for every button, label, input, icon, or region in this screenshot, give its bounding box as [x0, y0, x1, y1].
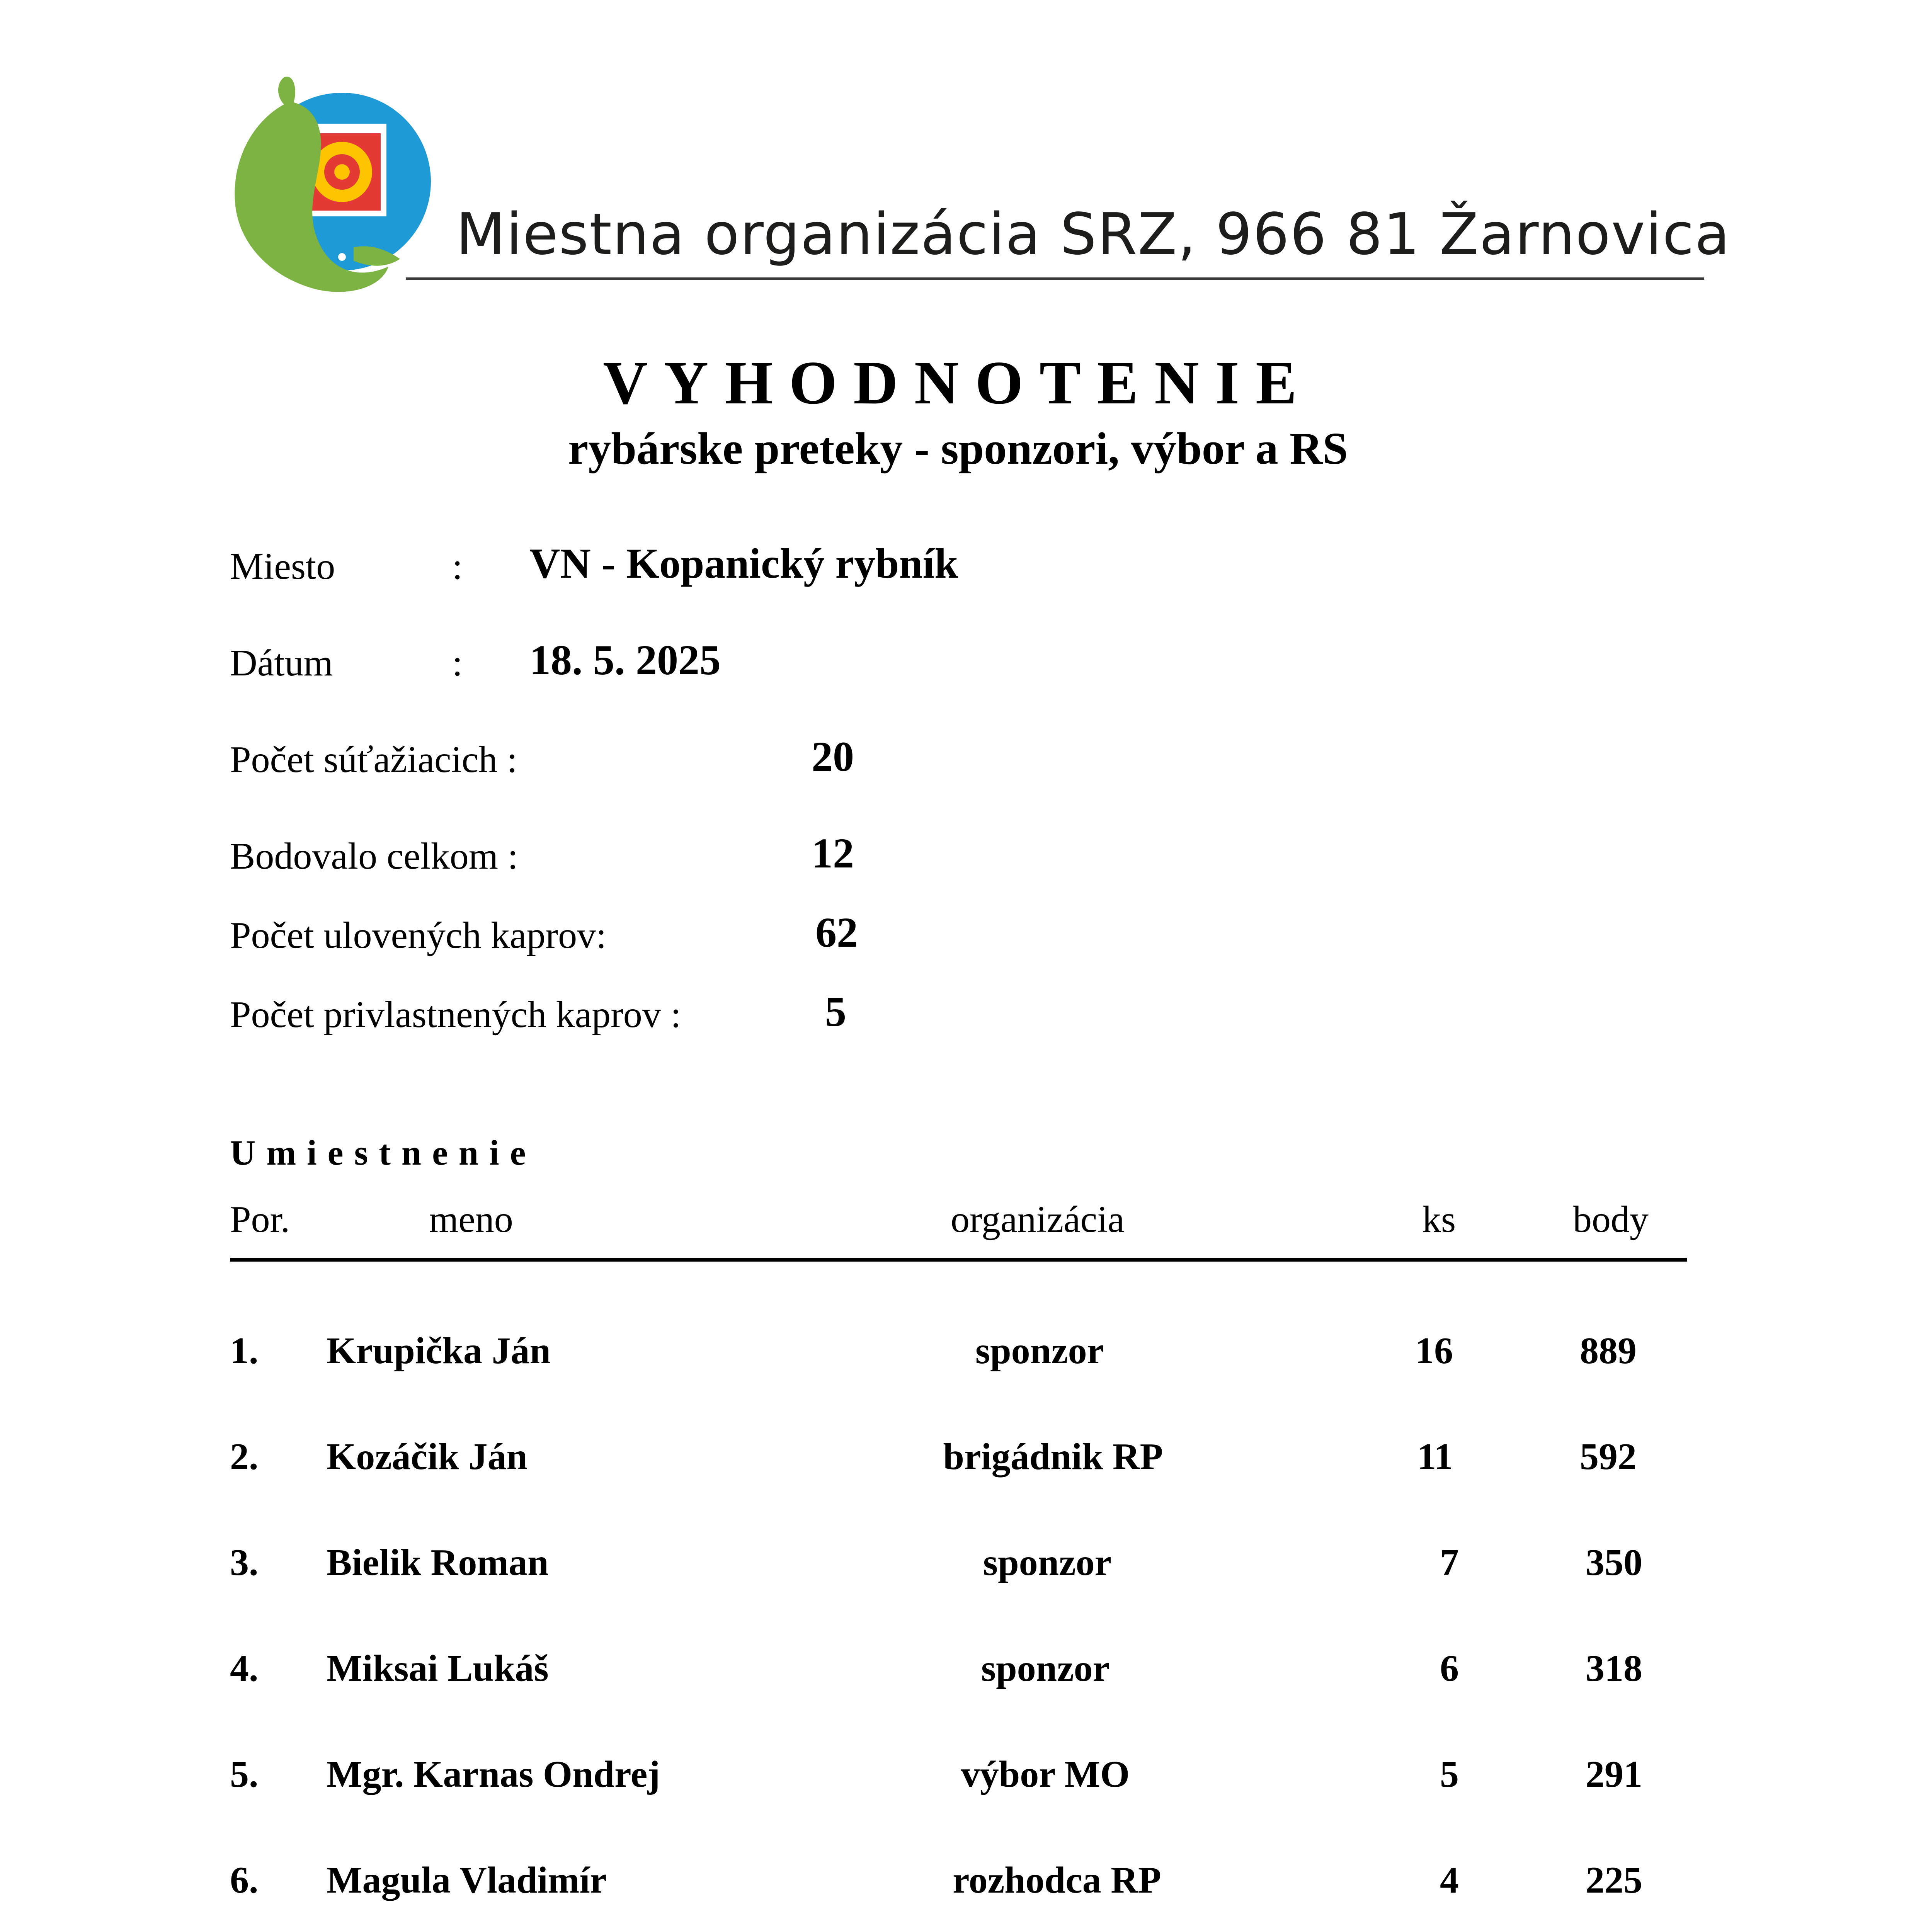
row-count: 11 [1417, 1436, 1453, 1478]
document-subtitle: rybárske preteky - sponzori, výbor a RS [568, 423, 1348, 474]
caught-value: 62 [815, 909, 858, 956]
row-organization: sponzor [975, 1330, 1104, 1372]
header-divider [406, 277, 1704, 280]
scored-value: 12 [812, 830, 854, 877]
organization-title: Miestna organizácia SRZ, 966 81 Žarnovica [456, 201, 1731, 267]
place-value: VN - Kopanický rybník [529, 540, 958, 587]
competitors-value: 20 [812, 733, 854, 780]
row-organization: rozhodca RP [953, 1859, 1161, 1901]
row-count: 16 [1415, 1330, 1453, 1372]
column-name: meno [429, 1199, 513, 1240]
place-label: Miesto [230, 546, 335, 587]
table-row [0, 1753, 1916, 1803]
row-organization: sponzor [983, 1542, 1112, 1583]
date-label: Dátum [230, 642, 333, 684]
standings-title: Umiestnenie [230, 1133, 537, 1172]
scored-label: Bodovalo celkom : [230, 835, 518, 877]
row-points: 592 [1580, 1436, 1637, 1478]
row-points: 291 [1586, 1753, 1642, 1795]
row-rank: 2. [230, 1436, 259, 1478]
caught-label: Počet ulovených kaprov: [230, 915, 607, 956]
row-count: 4 [1440, 1859, 1459, 1901]
kept-value: 5 [825, 988, 846, 1035]
competitors-label: Počet súťažiacich : [230, 739, 517, 781]
row-organization: výbor MO [961, 1753, 1130, 1795]
row-count: 5 [1440, 1753, 1459, 1795]
row-rank: 1. [230, 1330, 259, 1372]
column-organization: organizácia [951, 1199, 1125, 1240]
row-name: Miksai Lukáš [327, 1648, 549, 1689]
column-points: body [1573, 1199, 1649, 1240]
row-name: Bielik Roman [327, 1542, 549, 1583]
row-rank: 3. [230, 1542, 259, 1583]
row-count: 6 [1440, 1648, 1459, 1689]
table-row [0, 1435, 1916, 1485]
date-value: 18. 5. 2025 [529, 636, 721, 684]
row-organization: sponzor [981, 1648, 1110, 1689]
row-name: Krupička Ján [327, 1330, 551, 1372]
table-row [0, 1859, 1916, 1909]
table-header-rule [230, 1258, 1687, 1262]
document-title: VYHODNOTENIE [603, 348, 1313, 417]
row-rank: 5. [230, 1753, 259, 1795]
row-count: 7 [1440, 1542, 1459, 1583]
row-points: 225 [1586, 1859, 1642, 1901]
row-points: 889 [1580, 1330, 1637, 1372]
row-points: 318 [1586, 1648, 1642, 1689]
table-row [0, 1541, 1916, 1591]
date-colon: : [452, 642, 463, 684]
row-points: 350 [1586, 1542, 1642, 1583]
place-colon: : [452, 546, 463, 587]
table-row [0, 1647, 1916, 1697]
column-count: ks [1422, 1199, 1456, 1240]
row-name: Kozáčik Ján [327, 1436, 527, 1478]
row-rank: 4. [230, 1648, 259, 1689]
row-organization: brigádnik RP [943, 1436, 1163, 1478]
column-rank: Por. [230, 1199, 290, 1240]
kept-label: Počet privlastnených kaprov : [230, 994, 681, 1036]
table-row [0, 1329, 1916, 1379]
row-name: Magula Vladimír [327, 1859, 607, 1901]
row-name: Mgr. Karnas Ondrej [327, 1753, 660, 1795]
srz-logo [226, 66, 435, 298]
row-rank: 6. [230, 1859, 259, 1901]
